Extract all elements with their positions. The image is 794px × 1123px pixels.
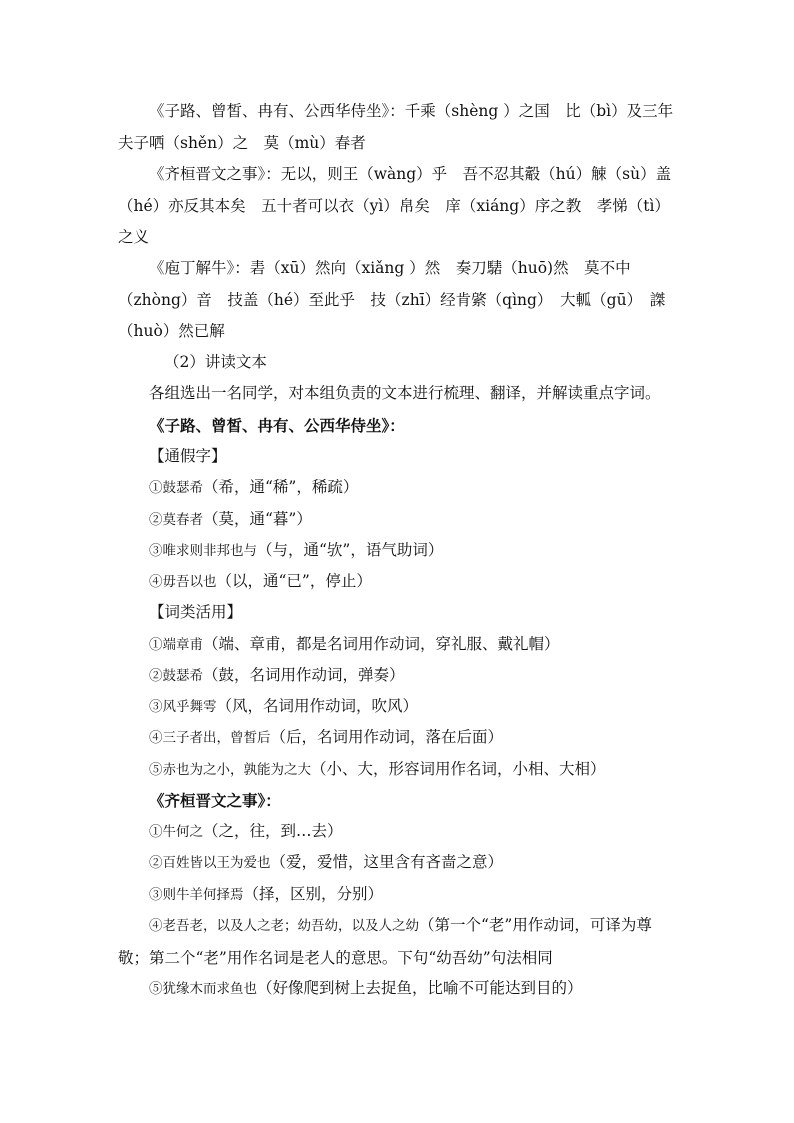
example-text: ④毋吾以也 (149, 574, 217, 590)
example-text: ①鼓瑟希 (149, 480, 203, 496)
annotation: （小、大，形容词用作名词，小相、大相） (311, 760, 606, 778)
annotation: （莫，通“暮”） (203, 510, 312, 528)
qihuan-item (149, 816, 343, 849)
example-text: ①端章甫 (149, 637, 203, 653)
qihuan-item (149, 847, 503, 880)
annotation: （择，区别，分别） (243, 885, 384, 903)
example-text: ⑤赤也为之小，孰能为之大 (149, 762, 311, 778)
annotation: （端、章甫，都是名词用作动词，穿礼服、戴礼帽） (203, 635, 560, 653)
example-text: ⑤犹缘木而求鱼也 (149, 981, 257, 997)
pronunciation-qihuan: 《齐桓晋文之事》：无以，则王（wàng）乎 吾不忍其觳（hú）觫（sù）盖（hé）亦反其本矣 五十者可以衣（yì）帛矣 庠（xiáng）序之教 孝悌（tì）之义 (118, 165, 672, 246)
qihuan-title: 《齐桓晋文之事》： (149, 791, 281, 810)
example-text: ②莫春者 (149, 512, 203, 528)
qihuan-item-5 (149, 973, 583, 1006)
example-text: ②百姓皆以王为爱也 (149, 855, 271, 871)
example-text: ③唯求则非邦也与 (149, 543, 257, 559)
huoyong-heading: 【词类活用】 (149, 603, 243, 621)
example-text: ①牛何之 (149, 824, 203, 840)
annotation: （风，名词用作动词，吹风） (216, 697, 419, 715)
qihuan-item (149, 879, 383, 912)
annotation: （以，通“已”，停止） (216, 572, 372, 590)
tongjia-heading: 【通假字】 (149, 447, 227, 465)
zilu-title: 《子路、曾皙、冉有、公西华侍坐》： (149, 416, 405, 435)
annotation: （与，通“欤”，语气助词） (257, 541, 444, 559)
huoyong-item (149, 722, 503, 755)
section-heading: （2）讲读文本 (164, 353, 267, 371)
huoyong-item (149, 629, 560, 662)
annotation: （之，往，到…去） (203, 822, 343, 840)
huoyong-item (149, 691, 418, 724)
huoyong-item (149, 660, 405, 693)
annotation: （希，通“稀”，稀疏） (203, 478, 359, 496)
annotation: （后，名词用作动词，落在后面） (270, 728, 504, 746)
tongjia-item (149, 472, 358, 505)
annotation: （好像爬到树上去捉鱼，比喻不可能达到目的） (257, 979, 583, 997)
example-text: ③则牛羊何择焉 (149, 887, 244, 903)
annotation: （鼓，名词用作动词，弹奏） (203, 666, 405, 684)
huoyong-item (149, 754, 606, 787)
pronunciation-paoding: 《庖丁解牛》：砉（xū）然向（xiǎng ）然 奏刀騞（huō)然 莫不中（zhòng）音 技盖（hé）至此乎 技（zhī）经肯綮（qìng） 大軱（gū） 謋（huò）然已解 (118, 259, 666, 340)
example-text: ③风乎舞雩 (149, 699, 217, 715)
tongjia-item (149, 504, 312, 537)
pronunciation-zilu: 《子路、曾皙、冉有、公西华侍坐》：千乘（shèng ）之国 比（bì）及三年 夫子哂（shěn）之 莫（mù）春者 (118, 102, 689, 152)
tongjia-item (149, 566, 372, 599)
example-text: ④三子者出，曾皙后 (149, 730, 271, 746)
annotation: （第一个“老”用作动词，可译为尊敬；第二个“老”用作名词是老人的意思。下句“幼吾幼”句法相同 (118, 916, 652, 967)
qihuan-item-4 (118, 910, 678, 974)
annotation: （爱，爱惜，这里含有吝啬之意） (270, 853, 504, 871)
example-text: ②鼓瑟希 (149, 668, 203, 684)
example-text: ④老吾老，以及人之老；幼吾幼，以及人之幼 (149, 918, 419, 934)
tongjia-item (149, 535, 443, 568)
section-intro: 各组选出一名同学，对本组负责的文本进行梳理、翻译，并解读重点字词。 (149, 384, 661, 402)
